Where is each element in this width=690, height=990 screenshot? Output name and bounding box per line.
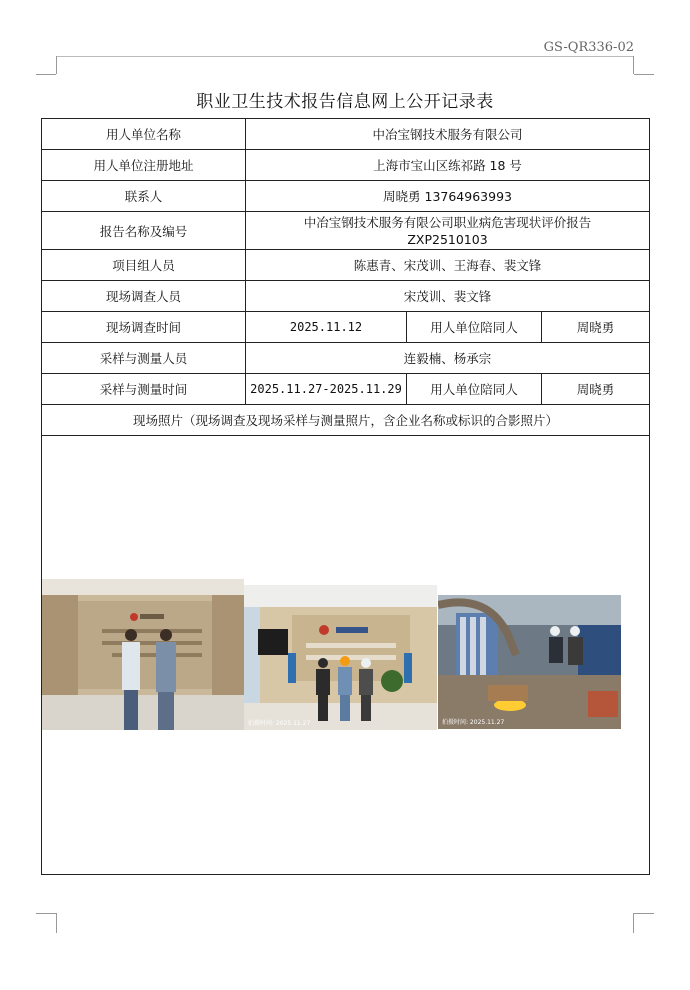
team-members: 陈惠青、宋茂训、王海春、裴文锋 [246, 250, 650, 281]
photo-timestamp: 拍摄时间: 2025.11.27 [442, 719, 505, 726]
photo-reception-group [244, 585, 437, 730]
table-row [42, 343, 650, 374]
row-label: 联系人 [42, 181, 246, 212]
crop-mark [633, 56, 634, 74]
table-row [42, 212, 650, 250]
crop-mark [56, 56, 57, 74]
row-label: 现场调查时间 [42, 312, 246, 343]
table-row [42, 374, 650, 405]
table-row [42, 150, 650, 181]
row-label: 采样与测量时间 [42, 374, 246, 405]
crop-mark [56, 913, 57, 933]
companion-label: 用人单位陪同人 [407, 312, 542, 343]
report-value [246, 212, 650, 250]
report-number: ZXP2510103 [407, 231, 488, 247]
photos-cell [42, 436, 650, 875]
sampling-time: 2025.11.27-2025.11.29 [246, 374, 407, 405]
crop-mark [634, 913, 654, 914]
row-label: 项目组人员 [42, 250, 246, 281]
photos-heading: 现场照片（现场调查及现场采样与测量照片，含企业名称或标识的合影照片） [42, 405, 650, 436]
photo-strip [42, 579, 649, 731]
photo-lobby-group [42, 579, 244, 730]
crop-mark [36, 74, 56, 75]
survey-staff: 宋茂训、裴文锋 [246, 281, 650, 312]
record-table [41, 118, 650, 875]
row-label: 现场调查人员 [42, 281, 246, 312]
survey-time: 2025.11.12 [246, 312, 407, 343]
table-row [42, 119, 650, 150]
row-label: 用人单位注册地址 [42, 150, 246, 181]
report-name: 中冶宝钢技术服务有限公司职业病危害现状评价报告 [303, 214, 592, 230]
employer-name: 中冶宝钢技术服务有限公司 [246, 119, 650, 150]
row-label: 采样与测量人员 [42, 343, 246, 374]
row-label: 报告名称及编号 [42, 212, 246, 250]
sampling-staff: 连毅楠、杨承宗 [246, 343, 650, 374]
survey-companion: 周晓勇 [542, 312, 650, 343]
table-row [42, 250, 650, 281]
contact-value: 周晓勇 13764963993 [246, 181, 650, 212]
table-row [42, 405, 650, 436]
crop-mark [633, 913, 634, 933]
crop-mark [634, 74, 654, 75]
photo-workshop [438, 595, 621, 729]
crop-mark [36, 913, 56, 914]
header-rule [56, 56, 634, 57]
employer-address: 上海市宝山区练祁路 18 号 [246, 150, 650, 181]
page-title: 职业卫生技术报告信息网上公开记录表 [196, 92, 494, 112]
table-row [42, 312, 650, 343]
table-row [42, 181, 650, 212]
companion-label: 用人单位陪同人 [407, 374, 542, 405]
table-row [42, 436, 650, 875]
table-row [42, 281, 650, 312]
sampling-companion: 周晓勇 [542, 374, 650, 405]
row-label: 用人单位名称 [42, 119, 246, 150]
photo-timestamp: 拍摄时间: 2025.11.27 [248, 720, 311, 727]
document-code: GS-QR336-02 [543, 40, 634, 55]
